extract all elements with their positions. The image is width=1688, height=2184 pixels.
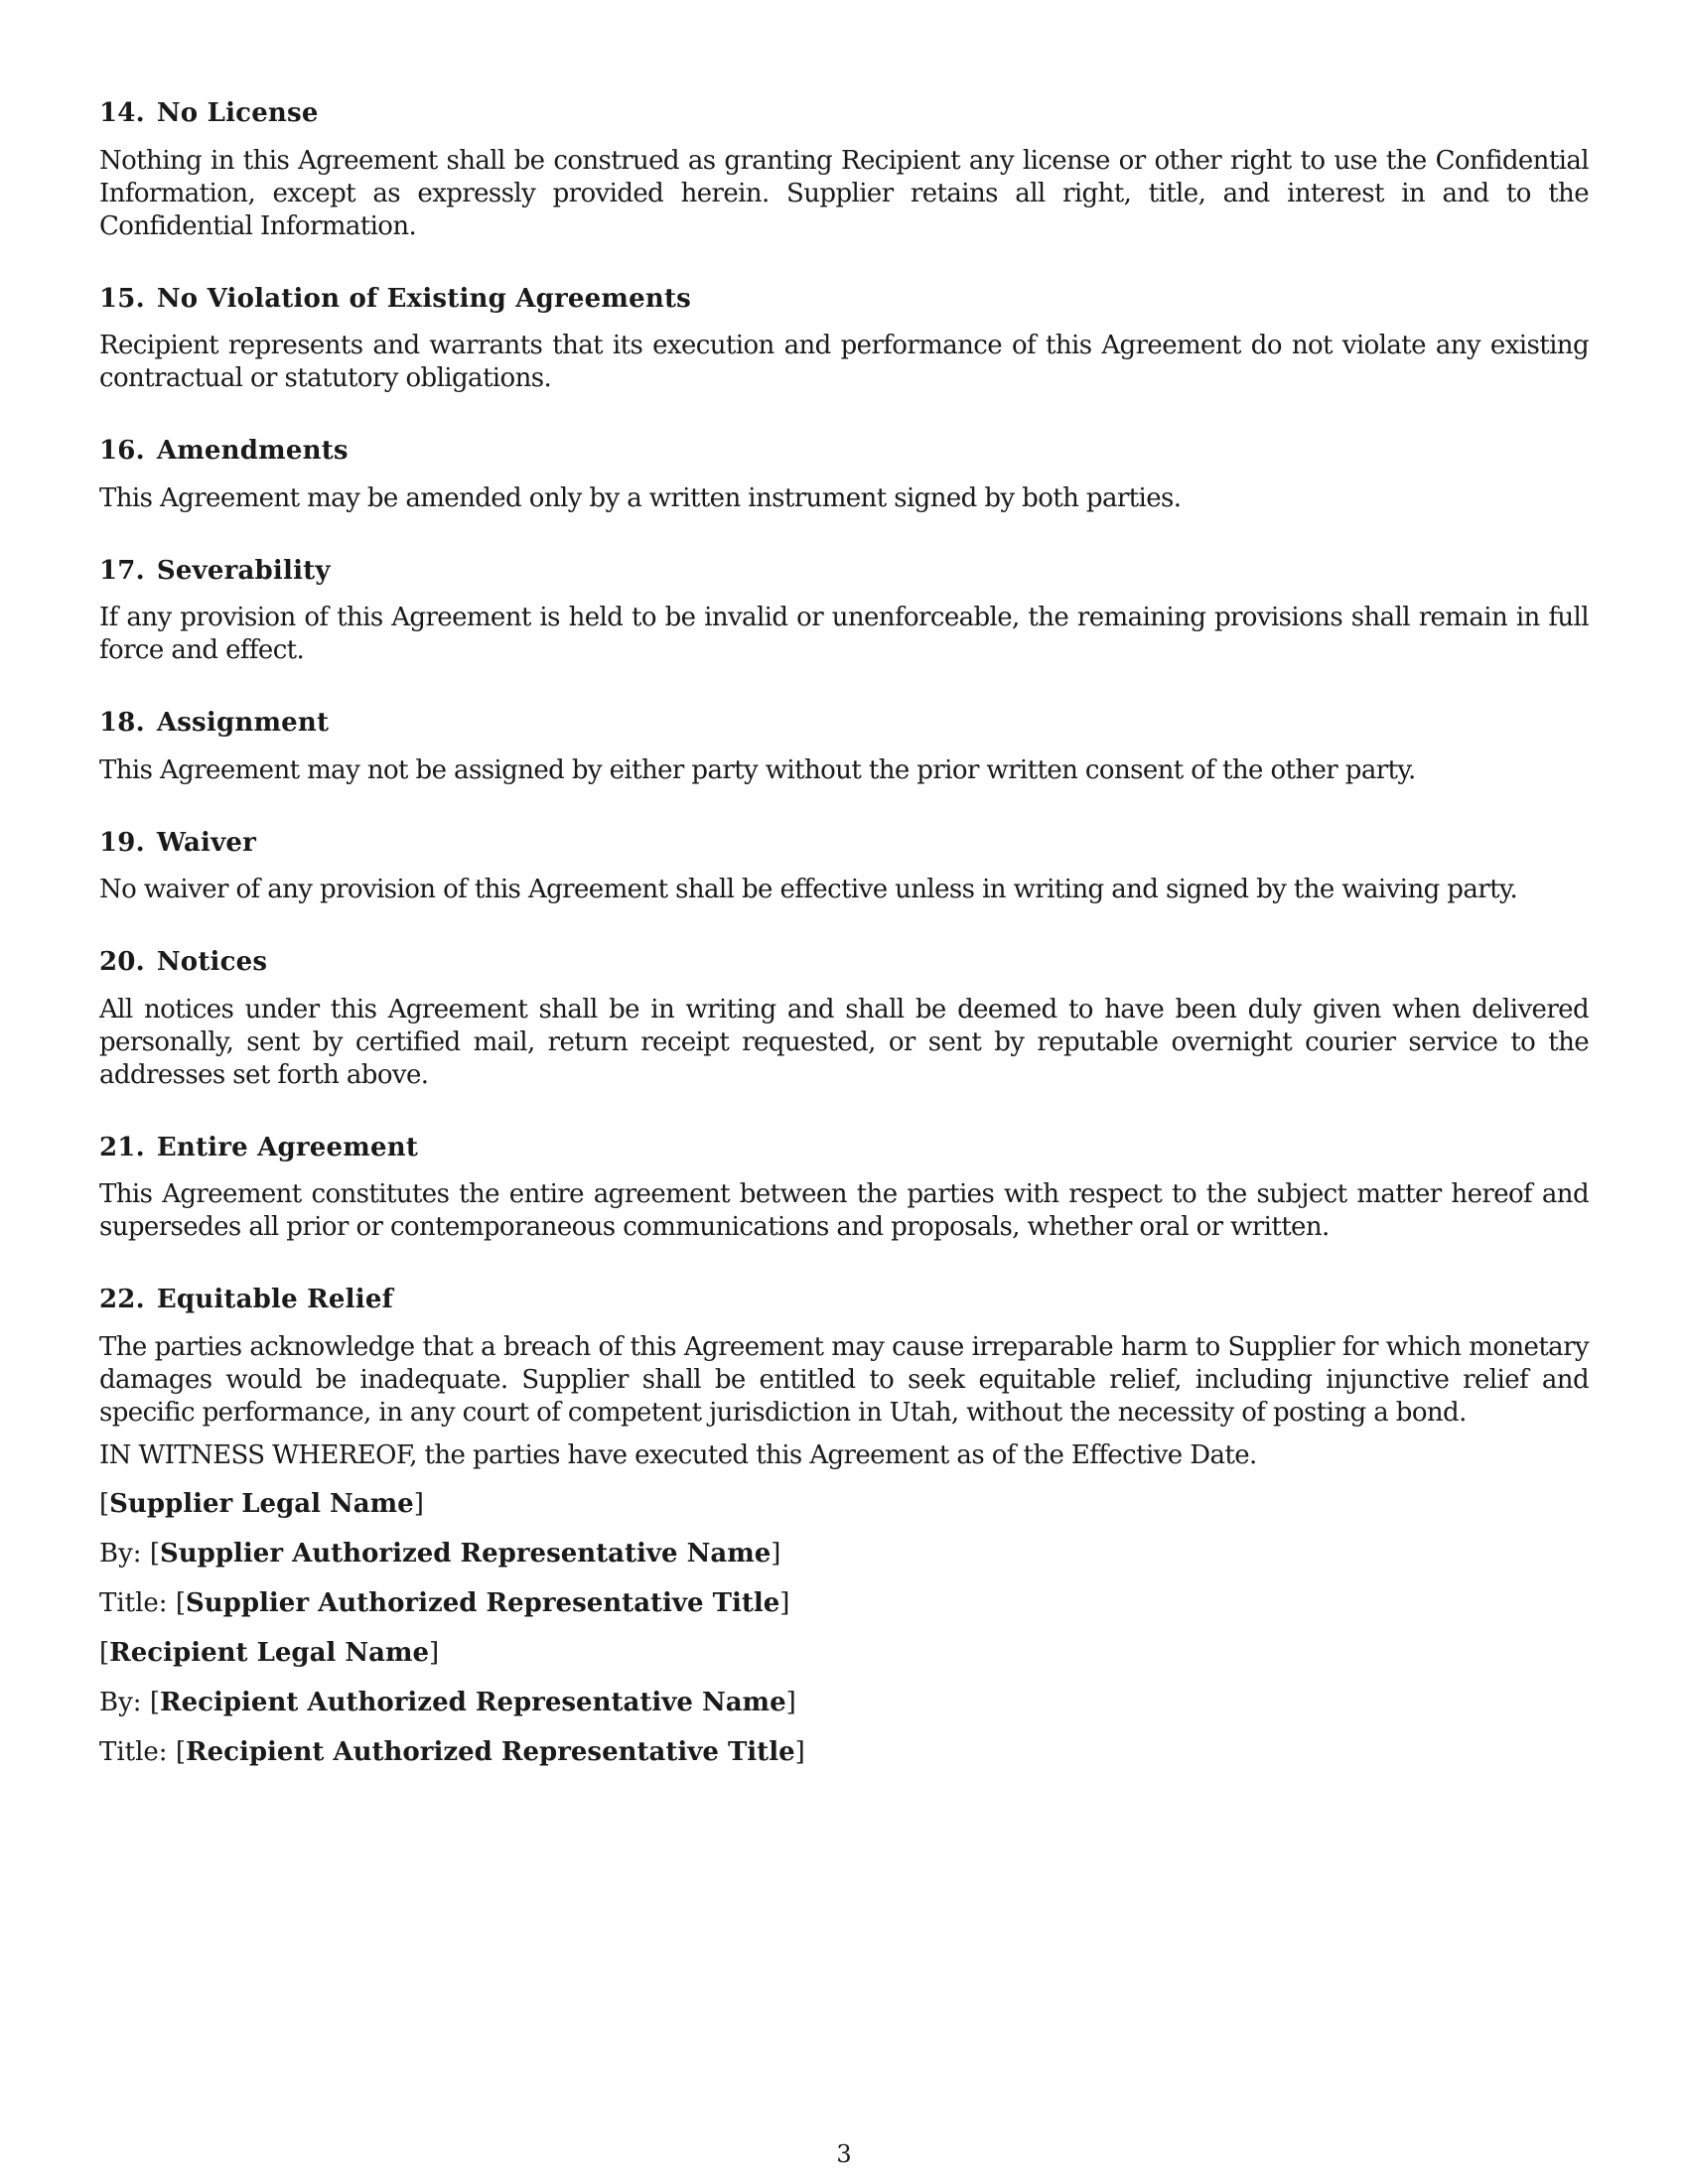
section-heading [99,707,1589,740]
witness-statement: IN WITNESS WHEREOF, the parties have executed this Agreement as of the Effective Date. [99,1439,1257,1470]
supplier-title-line: Title: [Supplier Authorized Representative Title] [99,1587,790,1618]
section-title: Waiver [156,827,257,858]
section-number: 17. [99,555,145,586]
supplier-rep-title: Supplier Authorized Representative Title [186,1587,780,1618]
section-number: 19. [99,827,145,858]
section-number: 20. [99,947,145,977]
title-label: Title: [99,1587,168,1618]
section-body: This Agreement constitutes the entire agreement between the parties with respect to the subject matter hereof and supersedes all prior or contemporaneous communications and proposals, whether oral or written. [99,1179,1589,1242]
section-waiver [99,827,1589,907]
section-body: Recipient represents and warrants that its execution and performance of this Agreement do not violate any existing contractual or statutory obligations. [99,331,1589,393]
section-body: Nothing in this Agreement shall be construed as granting Recipient any license or other right to use the Confidential Information, except as expressly provided herein. Supplier retains all right, title, and interest in and to the Confidential Information. [99,145,1589,241]
section-heading [99,946,1589,979]
section-title: No License [156,98,319,128]
section-heading [99,97,1589,130]
section-entire-agreement [99,1132,1589,1245]
section-body: This Agreement may not be assigned by either party without the prior written consent of the other party. [99,754,1416,785]
document-page [99,97,1589,1786]
section-heading [99,283,1589,316]
section-number: 18. [99,708,145,738]
section-assignment [99,707,1589,787]
recipient-title-line: Title: [Recipient Authorized Representative Title] [99,1736,805,1767]
section-number: 14. [99,98,145,128]
title-label: Title: [99,1736,168,1767]
section-amendments [99,435,1589,515]
section-body: No waiver of any provision of this Agreement shall be effective unless in writing and signed by the waiving party. [99,875,1518,904]
section-no-violation [99,283,1589,396]
section-heading [99,435,1589,468]
supplier-rep-name: Supplier Authorized Representative Name [159,1538,772,1569]
section-number: 22. [99,1285,145,1314]
section-title: Amendments [156,436,349,466]
supplier-by-line: By: [Supplier Authorized Representative Name] [99,1538,781,1569]
page-number: 3 [836,2140,852,2168]
recipient-by-line: By: [Recipient Authorized Representative Name] [99,1687,796,1717]
section-number: 15. [99,283,145,314]
section-notices [99,946,1589,1092]
section-title: No Violation of Existing Agreements [156,283,692,314]
section-title: Entire Agreement [156,1132,419,1162]
supplier-legal-name: Supplier Legal Name [109,1488,414,1519]
by-label: By: [99,1687,142,1717]
section-number: 21. [99,1132,145,1162]
recipient-legal-name: Recipient Legal Name [109,1637,430,1668]
section-title: Severability [156,555,331,586]
section-heading [99,1132,1589,1164]
supplier-legal-name-line: [Supplier Legal Name] [99,1488,424,1519]
section-heading [99,827,1589,860]
section-body: This Agreement may be amended only by a written instrument signed by both parties. [99,482,1182,513]
section-number: 16. [99,436,145,466]
section-no-license [99,97,1589,243]
section-body: The parties acknowledge that a breach of this Agreement may cause irreparable harm to Supplier for which monetary damages would be inadequate. Supplier shall be entitled to seek equitable relief, including injunctive relief and specific performance, in any court of competent jurisdiction in Utah, without the necessity of posting a bond. [99,1331,1589,1428]
section-heading [99,1284,1589,1316]
by-label: By: [99,1538,142,1569]
section-body: If any provision of this Agreement is held to be invalid or unenforceable, the remaining provisions shall remain in full force and effect. [99,603,1589,665]
section-equitable-relief [99,1284,1589,1430]
section-heading [99,555,1589,588]
section-title: Assignment [156,708,330,738]
section-body: All notices under this Agreement shall be in writing and shall be deemed to have been duly given when delivered personally, sent by certified mail, return receipt requested, or sent by reputable overnight courier service to the addresses set forth above. [99,994,1589,1090]
section-title: Equitable Relief [156,1285,393,1314]
signature-block [99,1488,1589,1769]
section-severability [99,555,1589,668]
recipient-rep-name: Recipient Authorized Representative Name [159,1687,786,1717]
recipient-legal-name-line: [Recipient Legal Name] [99,1637,440,1668]
recipient-rep-title: Recipient Authorized Representative Title [186,1736,795,1767]
section-title: Notices [156,947,268,977]
